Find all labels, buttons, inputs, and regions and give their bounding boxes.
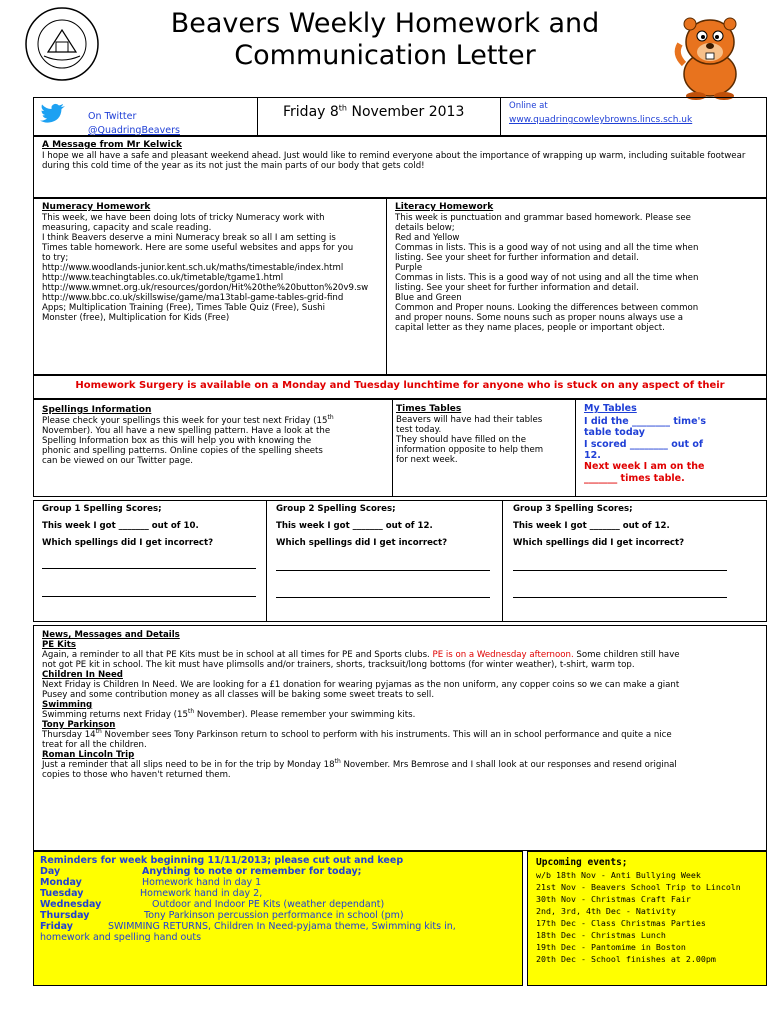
twitter-handle-link[interactable]: @QuadringBeavers bbox=[88, 125, 180, 136]
homework-divider bbox=[386, 198, 387, 375]
events-content bbox=[536, 857, 764, 965]
reminders-content: Reminders for week beginning 11/11/2013; please cut out and keep Day Anything to note or remember for today; Monday Homework hand in day 1 Tuesday Homework hand in day 2, Wednesday Outdoor and Indoor PE Kits (weather dependant) Thursday Tony Parkinson percussion performance in school (pm) Friday SWIMMING RETURNS, Children In Need-pyjama theme, Swimming kits in, homework and spelling hand outs bbox=[40, 855, 520, 943]
roman-lincoln-trip-heading: Roman Lincoln Trip bbox=[42, 750, 135, 760]
answer-line bbox=[513, 570, 727, 571]
news-heading: News, Messages and Details bbox=[42, 630, 180, 640]
reminder-row: Thursday Tony Parkinson percussion performance in school (pm) bbox=[40, 910, 404, 921]
tony-parkinson-heading: Tony Parkinson bbox=[42, 720, 116, 730]
homework-surgery-banner bbox=[33, 375, 767, 399]
news-content: News, Messages and Details PE Kits Again, a reminder to all that PE Kits must be in school at all times for PE and Sports clubs. PE is on a Wednesday afternoon. Some children still have not got PE kit in school. The kit must have plimsolls and/or trainers, shorts, tracksuit/long bottoms (for winter weather), t-shirt, warm top. Children In Need Next Friday is Children In Need. We are looking for a £1 donation for wearing pyjamas as the non uniform, any copper coins so we can make a giant Pusey and some contribution money as all classes will be baking some sweet treats to sell. Swimming Swimming returns next Friday (15th November). Please remember your swimming kits. Tony Parkinson Thursday 14th November sees Tony Parkinson return to school to perform with his instruments. This will an in school performance and quite a nice treat for all the children. Roman Lincoln Trip Just a reminder that all slips need to be in for the trip by Monday 18th November. Mrs Bemrose and I shall look at our responses and resend original copies to those who haven't returned them. bbox=[42, 630, 762, 780]
title-line-1: Beavers Weekly Homework and bbox=[170, 8, 600, 39]
spellings-body: Please check your spellings this week for your test next Friday (15th November). You all have a new spelling pattern. Have a look at the Spelling Information box as this will help you with knowing the phonic and spelling patterns. Online copies of the spelling sheets can be viewed on our Twitter page. bbox=[42, 414, 334, 466]
my-tables-body: I did the ________ time's table today I scored ________ out of 12. bbox=[584, 416, 707, 461]
group-2-scores: Group 2 Spelling Scores; This week I got _______ out of 12. Which spellings did I get incorrect? bbox=[276, 504, 448, 548]
group-divider bbox=[266, 500, 267, 622]
numeracy-heading: Numeracy Homework bbox=[42, 202, 151, 212]
info-divider bbox=[500, 97, 501, 136]
twitter-label: On Twitter bbox=[88, 111, 137, 122]
school-logo bbox=[24, 6, 100, 82]
group-3-scores: Group 3 Spelling Scores; This week I got _______ out of 12. Which spellings did I get incorrect? bbox=[513, 504, 685, 548]
numeracy-body: This week, we have been doing lots of tricky Numeracy work with measuring, capacity and scale reading. I think Beavers deserve a mini Numeracy break so all I am setting is Times table homework. Here are some useful websites and apps for you to try; http://www.woodlands-junior.kent.sch.uk/maths/timestable/index.html http://www.teachingtables.co.uk/timetable/tgame1.html http://www.wmnet.org.uk/resources/gordon/Hit%20the%20button%20v9.sw http://www.bbc.co.uk/skillswise/game/ma13tabl-game-tables-grid-find Apps; Multiplication Training (Free), Times Table Quiz (Free), Sushi Monster (free), Multiplication for Kids (Free) bbox=[42, 213, 369, 323]
answer-line bbox=[42, 568, 256, 569]
event-item: w/b 18th Nov - Anti Bullying Week bbox=[536, 870, 701, 880]
swimming-heading: Swimming bbox=[42, 700, 93, 710]
online-label: Online at bbox=[509, 101, 548, 111]
event-item: 18th Dec - Christmas Lunch bbox=[536, 930, 666, 940]
literacy-body: This week is punctuation and grammar based homework. Please see details below; Red and Yellow Commas in lists. This is a good way of not using and all the time when listing. See your sheet for further information and detail. Purple Commas in lists. This is a good way of not using and all the time when listing. See your sheet for further information and detail. Blue and Green Common and Proper nouns. Looking the differences between common and proper nouns. Some nouns such as proper nouns always use a capital letter as they name places, people or important object. bbox=[395, 213, 699, 333]
message-heading: A Message from Mr Kelwick bbox=[42, 140, 182, 150]
literacy-heading: Literacy Homework bbox=[395, 202, 494, 212]
pe-kits-heading: PE Kits bbox=[42, 640, 76, 650]
reminder-row: Monday Homework hand in day 1 bbox=[40, 877, 262, 888]
times-tables-heading: Times Tables bbox=[396, 404, 462, 414]
group-divider bbox=[502, 500, 503, 622]
reminder-row: Friday SWIMMING RETURNS, Children In Need-pyjama theme, Swimming kits in, bbox=[40, 921, 456, 932]
info-divider bbox=[257, 97, 258, 136]
title-line-2: Communication Letter bbox=[234, 40, 536, 71]
reminders-heading: Reminders for week beginning 11/11/2013; please cut out and keep bbox=[40, 855, 404, 866]
times-tables-body: Beavers will have had their tables test today. They should have filled on the information opposite to help them for next week. bbox=[396, 415, 544, 465]
answer-line bbox=[513, 597, 727, 598]
event-item: 2nd, 3rd, 4th Dec - Nativity bbox=[536, 906, 676, 916]
surgery-text: Homework Surgery is available on a Monday and Tuesday lunchtime for anyone who is stuck on any aspect of their bbox=[75, 380, 725, 391]
answer-line bbox=[42, 596, 256, 597]
spellings-heading: Spellings Information bbox=[42, 405, 152, 415]
reminder-row: Tuesday Homework hand in day 2, bbox=[40, 888, 263, 899]
reminder-row: Wednesday Outdoor and Indoor PE Kits (weather dependant) bbox=[40, 899, 385, 910]
next-week-tables: Next week I am on the _______ times table. bbox=[584, 461, 705, 484]
event-item: 19th Dec - Pantomime in Boston bbox=[536, 942, 686, 952]
event-item: 20th Dec - School finishes at 2.00pm bbox=[536, 954, 716, 964]
message-body: I hope we all have a safe and pleasant weekend ahead. Just would like to remind everyone about the importance of wrapping up warm, including suitable footwear during this cold time of the year as its not just the main parts of our body that gets cold! bbox=[42, 151, 746, 171]
event-item: 17th Dec - Class Christmas Parties bbox=[536, 918, 706, 928]
website-link[interactable]: www.quadringcowleybrowns.lincs.sch.uk bbox=[509, 115, 693, 125]
answer-line bbox=[276, 570, 490, 571]
letter-date: Friday 8th November 2013 bbox=[283, 103, 465, 120]
children-in-need-heading: Children In Need bbox=[42, 670, 123, 680]
beaver-mascot-image bbox=[666, 4, 752, 100]
events-heading: Upcoming events; bbox=[536, 857, 628, 868]
spellings-divider bbox=[392, 399, 393, 497]
event-item: 21st Nov - Beavers School Trip to Lincoln bbox=[536, 882, 741, 892]
answer-line bbox=[276, 597, 490, 598]
tables-divider bbox=[575, 399, 576, 497]
twitter-bird-icon bbox=[40, 103, 66, 123]
page-title bbox=[100, 8, 670, 72]
group-1-scores: Group 1 Spelling Scores; This week I got _______ out of 10. Which spellings did I get incorrect? bbox=[42, 504, 214, 548]
event-item: 30th Nov - Christmas Craft Fair bbox=[536, 894, 691, 904]
my-tables-heading: My Tables bbox=[584, 403, 637, 414]
